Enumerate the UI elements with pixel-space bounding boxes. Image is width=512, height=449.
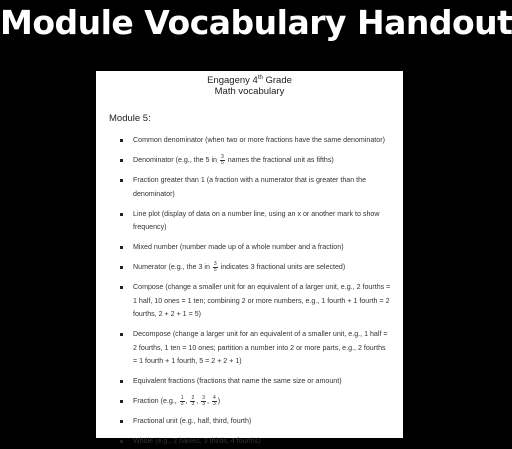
list-item: Mixed number (number made up of a whole number and a fraction): [96, 241, 403, 255]
list-item: Fraction greater than 1 (a fraction with a numerator that is greater than the denominator): [96, 174, 403, 201]
fraction: $\frac{4}{3}$: [212, 394, 216, 407]
header-line-1: Engageny 4th Grade: [207, 75, 292, 87]
list-item: Equivalent fractions (fractions that name the same size or amount): [96, 375, 403, 389]
fraction: $\frac{3}{5}$: [213, 260, 217, 273]
fraction: $\frac{1}{3}$: [180, 394, 184, 407]
list-item: Fractional unit (e.g., half, third, fourth): [96, 415, 403, 429]
list-item: Common denominator (when two or more fractions have the same denominator): [96, 134, 403, 148]
vocabulary-list: [96, 134, 403, 449]
slide-title: Module Vocabulary Handout: [0, 3, 512, 42]
vocabulary-document: [96, 71, 403, 446]
list-item: Whole (e.g., 2 halves, 3 thirds, 4 fourths): [96, 435, 403, 449]
list-item: Line plot (display of data on a number line, using an x or another mark to show frequency): [96, 208, 403, 235]
list-item: Numerator (e.g., the 3 in $\frac{3}{5}$ indicates 3 fractional units are selected): [96, 261, 403, 275]
fraction: $\frac{2}{3}$: [191, 394, 195, 407]
list-item: Fraction (e.g., $\frac{1}{3}$ , $\frac{2}{3}$ , $\frac{3}{3}$ , $\frac{4}{3}$ ): [96, 395, 403, 409]
fraction: $\frac{3}{3}$: [202, 394, 205, 407]
list-item: Denominator (e.g., the 5 in $\frac{3}{5}$ names the fractional unit as fifths): [96, 154, 403, 168]
header-line-2: Math vocabulary: [214, 86, 285, 98]
fraction: $\frac{3}{5}$: [220, 153, 224, 166]
list-item: Decompose (change a larger unit for an equivalent of a smaller unit, e.g., 1 half = 2 fourths, 1 ten = 10 ones; partition a number into 2 or more parts, e.g., 2 fourths = 1 fourth + 1 fourth, 5 = 2 + 2 + 1): [96, 328, 403, 369]
document-header: [96, 73, 403, 97]
module-label: Module 5:: [109, 113, 151, 125]
list-item: Compose (change a smaller unit for an equivalent of a larger unit, e.g., 2 fourths = 1 half, 10 ones = 1 ten; combining 2 or more numbers, e.g., 1 fourth + 1 fourth = 2 fourths, 2 + 2 + 1 = 5): [96, 281, 403, 322]
